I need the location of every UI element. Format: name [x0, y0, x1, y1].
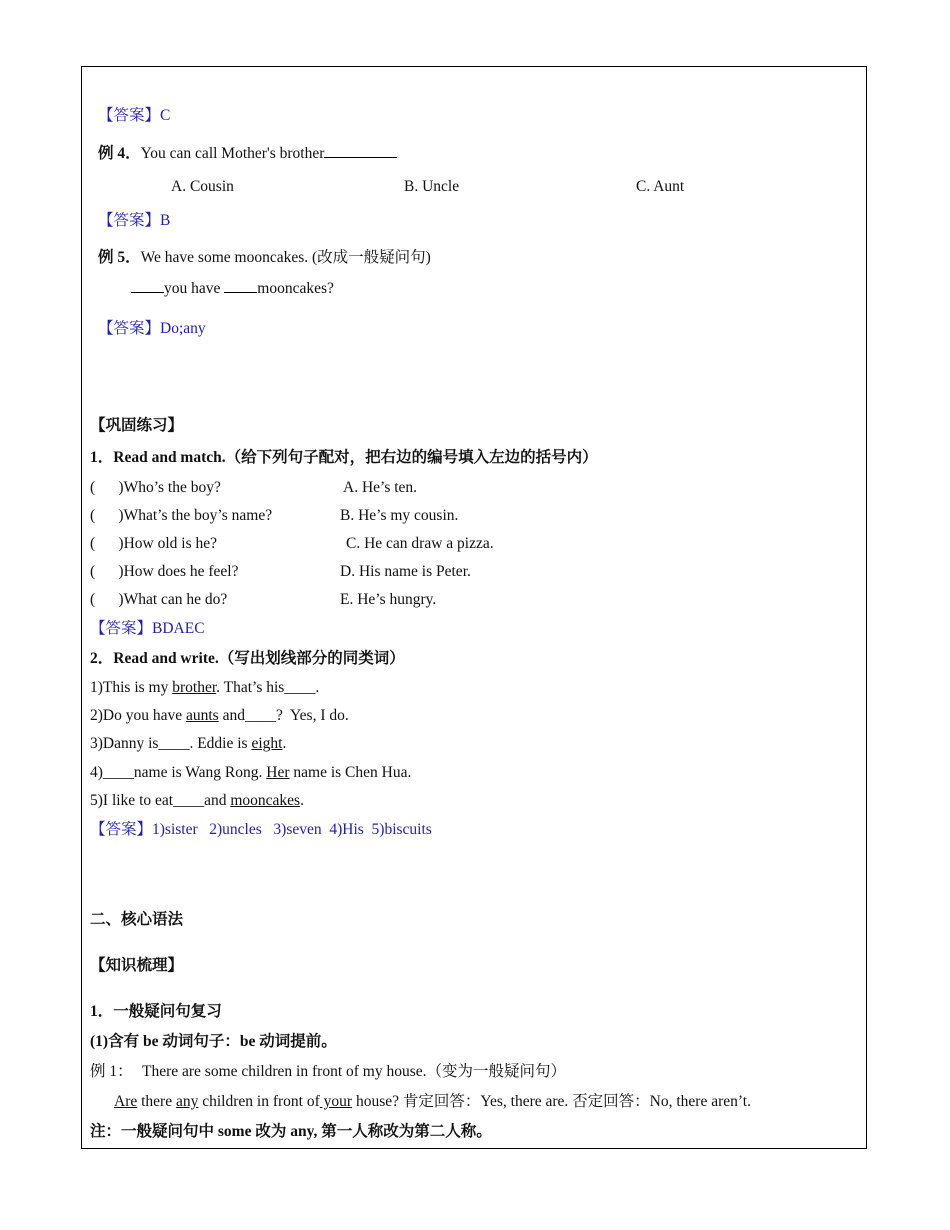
- answer-tag: 【答案】: [98, 107, 161, 124]
- ex4-question-line: 例 4．You can call Mother's brother: [98, 143, 397, 164]
- answer-tag: 【答案】: [90, 821, 153, 838]
- q2-line-2: [90, 706, 349, 726]
- ex3-answer: C: [160, 107, 171, 124]
- ex4-option-a: A. Cousin: [171, 178, 234, 195]
- ex5-label: 例 5: [98, 249, 126, 266]
- match-right-b: B. He’s my cousin.: [340, 507, 459, 524]
- answer-word-any: any: [175, 1093, 199, 1110]
- example-1-answer: [114, 1092, 751, 1112]
- q2-line-1-a: 1)This is my: [90, 679, 173, 696]
- match-left-2: ( )What’s the boy’s name?: [90, 507, 273, 524]
- ex4-label: 例 4: [98, 145, 126, 162]
- ex5-question-line: 例 5．We have some mooncakes. (改成一般疑问句): [98, 249, 431, 266]
- example-1-line: [90, 1062, 566, 1082]
- q2-line-5-underlined: mooncakes: [230, 792, 301, 809]
- example-label: 例 1：: [90, 1063, 133, 1080]
- answer-text-2: children in front of: [198, 1093, 320, 1110]
- answer-word-your: your: [319, 1093, 353, 1110]
- q2-line-3-underlined: eight: [251, 735, 283, 752]
- match-right-e: E. He’s hungry.: [340, 591, 437, 608]
- q2-line-1: [90, 678, 319, 698]
- answer-tag: 【答案】: [98, 320, 161, 337]
- match-left-4: ( )How does he feel?: [90, 563, 239, 580]
- q2-title: 2．Read and write.（写出划线部分的同类词）: [90, 650, 405, 667]
- section-title: 二、核心语法: [90, 911, 184, 928]
- ex5-answer: Do;any: [160, 320, 206, 337]
- ex5-question: We have some mooncakes. (改成一般疑问句): [140, 249, 431, 266]
- ex5-blank-1: [131, 278, 164, 293]
- answer-tag: 【答案】: [98, 212, 161, 229]
- answer-text-3: house? 肯定回答：Yes, there are. 否定回答：No, there aren’t.: [352, 1093, 751, 1110]
- q2-line-1-underlined: brother: [172, 679, 217, 696]
- ex4-option-c: C. Aunt: [636, 178, 685, 195]
- q2-line-1-b: . That’s his____.: [216, 679, 320, 696]
- q2-line-4-underlined: Her: [266, 764, 290, 781]
- q1-answer: BDAEC: [152, 620, 205, 637]
- q2-line-5-a: 5)I like to eat____and: [90, 792, 231, 809]
- match-left-3: ( )How old is he?: [90, 535, 217, 552]
- ex5-line2-b: mooncakes?: [257, 280, 334, 297]
- ex4-question: You can call Mother's brother: [140, 145, 325, 162]
- ex4-answer: B: [160, 212, 171, 229]
- match-right-d: D. His name is Peter.: [340, 563, 471, 580]
- q2-line-4-a: 4)____name is Wang Rong.: [90, 764, 267, 781]
- ex4-option-b: B. Uncle: [404, 178, 460, 195]
- q2-answer-line: [90, 820, 432, 840]
- q1-answer-line: [90, 619, 205, 639]
- ex5-blank-2: [224, 278, 257, 293]
- ex4-answer-line: [98, 211, 170, 231]
- example-text: There are some children in front of my house.（变为一般疑问句）: [142, 1063, 567, 1080]
- q2-line-4-b: name is Chen Hua.: [289, 764, 412, 781]
- match-right-a: A. He’s ten.: [343, 479, 418, 496]
- q2-line-5-b: .: [300, 792, 304, 809]
- ex5-answer-line: [98, 319, 206, 339]
- q2-line-3-a: 3)Danny is____. Eddie is: [90, 735, 252, 752]
- q2-line-4: [90, 763, 411, 783]
- knowledge-heading: 【知识梳理】: [90, 957, 184, 974]
- ex5-line2: [131, 278, 334, 299]
- answer-word-are: Are: [114, 1093, 138, 1110]
- rule-1: (1)含有 be 动词句子：be 动词提前。: [90, 1033, 337, 1050]
- topic-1: 1．一般疑问句复习: [90, 1003, 222, 1020]
- q2-line-2-a: 2)Do you have: [90, 707, 186, 724]
- q2-line-2-b: and____? Yes, I do.: [218, 707, 349, 724]
- q2-line-2-underlined: aunts: [186, 707, 219, 724]
- match-right-c: C. He can draw a pizza.: [346, 535, 494, 552]
- answer-tag: 【答案】: [90, 620, 153, 637]
- match-left-1: ( )Who’s the boy?: [90, 479, 221, 496]
- q2-answer: 1)sister 2)uncles 3)seven 4)His 5)biscuits: [152, 821, 432, 838]
- q1-title: 1．Read and match.（给下列句子配对，把右边的编号填入左边的括号内）: [90, 449, 598, 466]
- q2-line-3: [90, 734, 286, 754]
- practice-heading: 【巩固练习】: [90, 417, 184, 434]
- ex3-answer-line: [98, 106, 170, 126]
- note: 注：一般疑问句中 some 改为 any, 第一人称改为第二人称。: [90, 1123, 492, 1140]
- match-left-5: ( )What can he do?: [90, 591, 228, 608]
- ex4-blank: [324, 143, 397, 158]
- answer-text-1: there: [137, 1093, 176, 1110]
- ex5-line2-a: you have: [164, 280, 225, 297]
- q2-line-5: [90, 791, 304, 811]
- q2-line-3-b: .: [282, 735, 287, 752]
